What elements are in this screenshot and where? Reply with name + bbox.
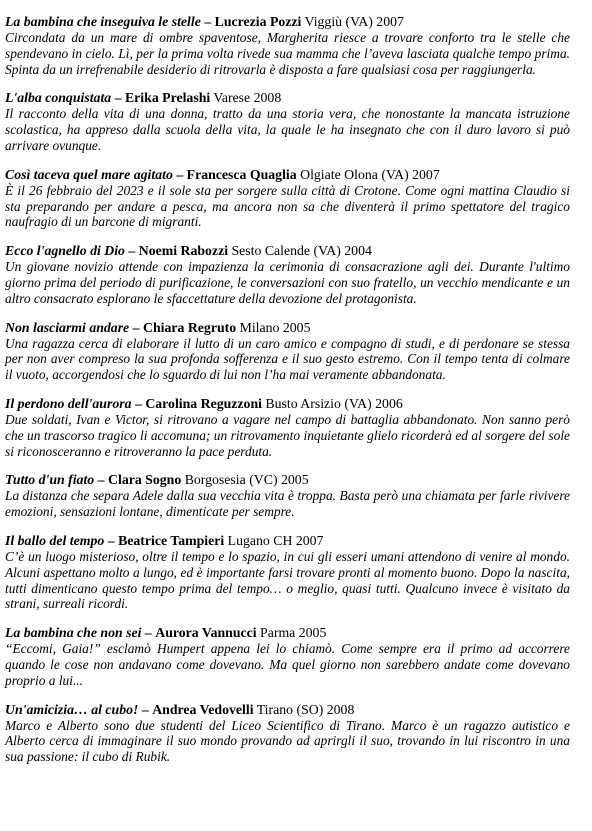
- synopsis: Il racconto della vita di una donna, tratto da una storia vera, che nonostante la mancata istruzione scolastica, ha appreso dalla scuola della vita, la quale le ha insegnato che con il duro lavoro si può arrivare ovunque.: [5, 106, 570, 153]
- place-year: Varese 2008: [213, 90, 282, 106]
- entry-heading: Non lasciarmi andare – Chiara Regruto Milano 2005: [5, 319, 311, 335]
- entry-2: [5, 89, 570, 153]
- book-title: L'alba conquistata: [5, 90, 112, 106]
- place-year: Parma 2005: [260, 625, 327, 641]
- synopsis: Circondata da un mare di ombre spaventose, Margherita riesce a trovare conforto tra le stelle che spendevano in cielo. Lì, per la prima volta rivede sua mamma che l’aveva lasciata qualche tempo prima. Spinta da un irrefrenabile desiderio di ritrovarla è disposta a fare qualsiasi cosa per raggiungerla.: [5, 30, 570, 77]
- book-title: Ecco l'agnello di Dio: [5, 243, 125, 259]
- entry-heading: La bambina che non sei – Aurora Vannucci Parma 2005: [5, 625, 327, 641]
- entry-heading: L'alba conquistata – Erika Prelashi Varese 2008: [5, 90, 282, 106]
- synopsis: C’è un luogo misterioso, oltre il tempo e lo spazio, in cui gli esseri umani attendono di venire al mondo. Alcuni aspettano molto a lungo, ed è importante farsi trovare pronti al momento buono. Dopo la nascita, tutti dimenticano questo tempo prima del tempo… o meglio, quasi tutti. Qualcuno invece è visitato da strani, surreali ricordi.: [5, 548, 570, 612]
- author-name: Erika Prelashi: [124, 90, 211, 106]
- entry-1: [5, 13, 570, 77]
- entry-heading: Ecco l'agnello di Dio – Noemi Rabozzi Sesto Calende (VA) 2004: [5, 243, 372, 259]
- book-title: Così taceva quel mare agitato: [5, 166, 173, 182]
- entry-heading: Tutto d'un fiato – Clara Sogno Borgosesia (VC) 2005: [5, 472, 309, 488]
- book-title: La bambina che inseguiva le stelle: [5, 14, 201, 29]
- place-year: Sesto Calende (VA) 2004: [231, 243, 372, 259]
- author-name: Lucrezia Pozzi: [214, 14, 302, 29]
- entry-5: [5, 319, 570, 383]
- author-name: Aurora Vannucci: [155, 625, 257, 641]
- entry-3: [5, 166, 570, 230]
- place-year: Lugano CH 2007: [227, 532, 324, 548]
- entry-6: [5, 395, 570, 459]
- place-year: Borgosesia (VC) 2005: [184, 472, 309, 488]
- entry-9: [5, 624, 570, 688]
- synopsis: Una ragazza cerca di elaborare il lutto di un caro amico e compagno di studi, e di perdonare se stessa per non aver compreso la sua profonda sofferenza e il suo gesto estremo. Con il tempo tenta di colmare il vuoto, accorgendosi che lo sguardo di lui non l’ha mai veramente abbandonata.: [5, 335, 570, 383]
- synopsis: Due soldati, Ivan e Victor, si ritrovano a vagare nel campo di battaglia abbandonato. Non sanno però che un trascorso tragico li accomuna; un ritrovamento inquietante glielo ricorderà ed al sorgere del sole si riconosceranno e ritroveranno la pace perduta.: [5, 411, 570, 459]
- book-title: Un'amicizia… al cubo!: [5, 701, 139, 717]
- author-name: Andrea Vedovelli: [152, 701, 254, 717]
- book-title: Il ballo del tempo: [5, 532, 105, 548]
- place-year: Busto Arsizio (VA) 2006: [265, 395, 403, 411]
- place-year: Tirano (SO) 2008: [256, 701, 355, 717]
- author-name: Carolina Reguzzoni: [145, 395, 262, 411]
- entry-7: [5, 471, 570, 520]
- book-title: Tutto d'un fiato: [5, 472, 95, 488]
- entry-8: [5, 532, 570, 612]
- place-year: Olgiate Olona (VA) 2007: [300, 166, 440, 182]
- book-title: Non lasciarmi andare: [5, 319, 130, 335]
- place-year: Milano 2005: [239, 319, 311, 335]
- author-name: Clara Sogno: [108, 472, 182, 488]
- synopsis: Un giovane novizio attende con impazienza la cerimonia di consacrazione agli dei. Durante l'ultimo giorno prima del periodo di purificazione, le conversazioni con suo fratello, un vecchio mendicante e un altro consacrato esplorano le sfaccettature della devozione del protagonista.: [5, 259, 570, 306]
- book-title: La bambina che non sei: [5, 625, 142, 641]
- entry-heading: Il ballo del tempo – Beatrice Tampieri Lugano CH 2007: [5, 532, 324, 548]
- entry-heading: Il perdono dell'aurora – Carolina Reguzzoni Busto Arsizio (VA) 2006: [5, 395, 403, 411]
- book-title: Il perdono dell'aurora: [5, 395, 132, 411]
- synopsis: “Eccomi, Gaia!” esclamò Humpert appena lei lo chiamò. Come sempre era il primo ad accorrere quando le cose non andavano come dovevano. Ma quel giorno non sarebbero andate come dovevano proprio a lui...: [5, 641, 570, 688]
- entry-heading: Così taceva quel mare agitato – Francesca Quaglia Olgiate Olona (VA) 2007: [5, 166, 440, 182]
- synopsis: La distanza che separa Adele dalla sua vecchia vita è troppa. Basta però una chiamata per farle rivivere emozioni, sensazioni lontane, dimenticate per sempre.: [5, 488, 570, 520]
- synopsis: Marco e Alberto sono due studenti del Liceo Scientifico di Tirano. Marco è un ragazzo autistico e Alberto cerca di immaginare il suo mondo provando ad aprirgli il suo, trovando in lui riscontro in una sua passione: il cubo di Rubik.: [5, 717, 570, 765]
- entry-4: [5, 242, 570, 306]
- entry-heading: La bambina che inseguiva le stelle – Lucrezia Pozzi Viggiù (VA) 2007: [5, 14, 404, 29]
- author-name: Beatrice Tampieri: [118, 532, 225, 548]
- author-name: Chiara Regruto: [143, 319, 237, 335]
- entry-heading: Un'amicizia… al cubo! – Andrea Vedovelli Tirano (SO) 2008: [5, 701, 355, 717]
- author-name: Noemi Rabozzi: [138, 243, 229, 259]
- place-year: Viggiù (VA) 2007: [304, 14, 404, 29]
- synopsis: È il 26 febbraio del 2023 e il sole sta per sorgere sulla città di Crotone. Come ogni mattina Claudio si sta preparando per andare a pesca, ma ancora non sa che diventerà il primo spettatore del tragico naufragio di un barcone di migranti.: [5, 182, 570, 230]
- entry-10: [5, 701, 570, 765]
- author-name: Francesca Quaglia: [186, 166, 297, 182]
